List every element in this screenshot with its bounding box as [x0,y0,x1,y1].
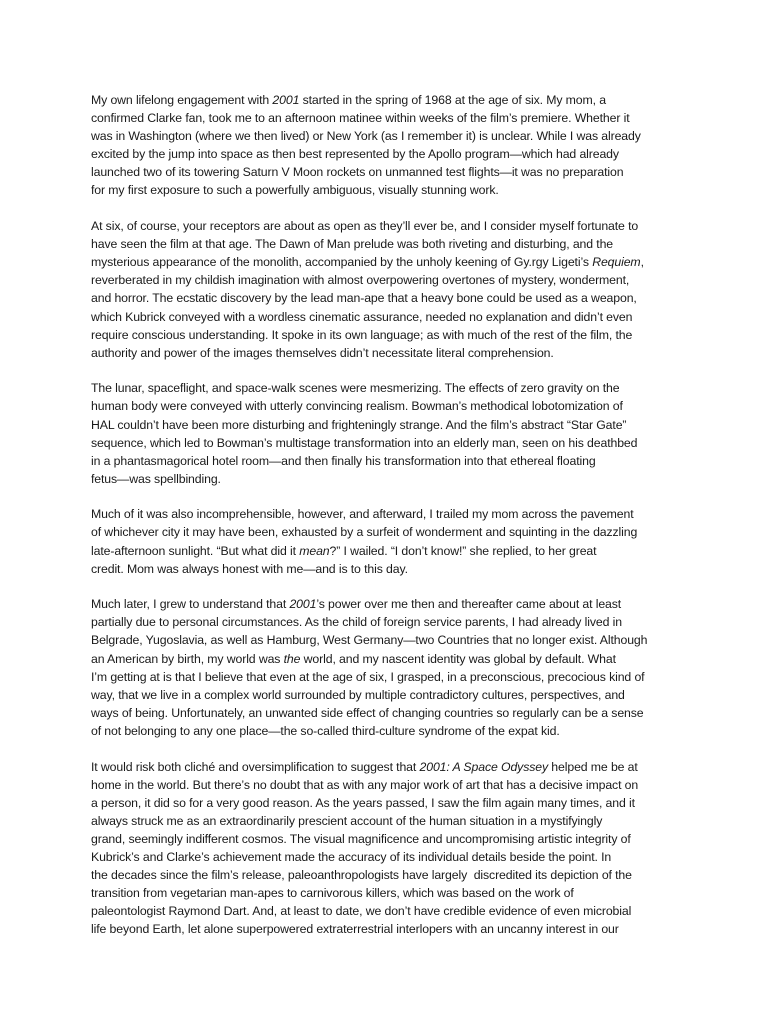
text-line [91,722,691,740]
text-line [91,758,691,776]
body-text: excited by the jump into space as then best represented by the Apollo program—which had already [91,147,619,162]
paragraph [91,595,691,740]
body-text: was in Washington (where we then lived) or New York (as I remember it) is unclear. While I was already [91,129,641,144]
text-line [91,326,691,344]
text-line [91,235,691,253]
body-text: My own lifelong engagement with [91,93,273,107]
body-text: grand, seemingly indifferent cosmos. The visual magnificence and uncompromising artistic integrity of [91,831,631,846]
text-line [91,344,691,362]
body-text: require conscious understanding. It spoke in its own language; as with much of the rest of the film, the [91,327,633,342]
text-line [91,163,691,181]
body-text: in a phantasmagorical hotel room—and then finally his transformation into that ethereal floating [91,453,596,468]
text-line [91,650,691,668]
body-text: The lunar, spaceflight, and space-walk scenes were mesmerizing. The effects of zero gravity on the [91,381,620,396]
text-line [91,181,691,199]
paragraph [91,217,691,362]
text-line [91,91,691,109]
text-line [91,812,691,830]
text-line [91,271,691,289]
paragraph [91,505,691,577]
body-text: HAL couldn’t have been more disturbing and frighteningly strange. And the film’s abstract “Star Gate” [91,417,627,432]
italic-title-text: mean [299,543,330,558]
body-text: authority and power of the images themselves didn’t necessitate literal comprehension. [91,345,554,360]
body-text: Kubrick’s and Clarke’s achievement made the accuracy of its individual details beside the point. In [91,849,612,864]
body-text: confirmed Clarke fan, took me to an afternoon matinee within weeks of the film’s premiere. Whether it [91,111,630,126]
text-line [91,595,691,613]
body-text: transition from vegetarian man-apes to carnivorous killers, which was based on the work of [91,886,574,901]
text-line [91,109,691,127]
body-text: fetus—was spellbinding. [91,471,221,486]
body-text: which Kubrick conveyed with a wordless cinematic assurance, needed no explanation and didn’t even [91,309,633,324]
text-line [91,127,691,145]
body-text: a person, it did so for a very good reason. As the years passed, I saw the film again many times, and it [91,795,635,810]
paragraph [91,379,691,488]
body-text: home in the world. But there’s no doubt that as with any major work of art that has a decisive impact on [91,777,639,792]
text-line [91,884,691,902]
text-line [91,289,691,307]
body-text: sequence, which led to Bowman’s multistage transformation into an elderly man, seen on his deathbed [91,435,638,450]
text-line [91,631,691,649]
text-line [91,902,691,920]
text-line [91,416,691,434]
text-line [91,505,691,523]
body-text: launched two of its towering Saturn V Moon rockets on unmanned test flights—it was no preparation [91,165,624,180]
text-line [91,686,691,704]
italic-title-text: Requiem [592,255,641,270]
body-text: have seen the film at that age. The Dawn of Man prelude was both riveting and disturbing, and the [91,237,614,252]
body-text: ways of being. Unfortunately, an unwanted side effect of changing countries so regularly can be a sense [91,705,644,720]
text-line [91,920,691,938]
text-line [91,704,691,722]
text-line [91,253,691,271]
body-text: of whichever city it may have been, exhausted by a surfeit of wonderment and squinting in the dazzling [91,525,638,540]
body-text: helped me be at [548,759,638,774]
body-text: reverberated in my childish imagination with almost overpowering overtones of mystery, wonderment, [91,273,630,288]
body-text: way, that we live in a complex world surrounded by multiple contradictory cultures, perspectives, and [91,687,625,702]
body-text: I’m getting at is that I believe that even at the age of six, I grasped, in a preconscious, precocious kind of [91,669,645,684]
body-text: the decades since the film’s release, paleoanthropologists have largely discredited its depiction of the [91,868,632,883]
body-text: always struck me as an extraordinarily prescient account of the human situation in a mystifyingly [91,813,603,828]
text-line [91,145,691,163]
body-text: partially due to personal circumstances. As the child of foreign service parents, I had already lived in [91,615,622,630]
text-line [91,434,691,452]
body-text: world, and my nascent identity was global by default. What [300,651,616,666]
body-text: an American by birth, my world was [91,651,284,666]
text-line [91,776,691,794]
text-line [91,217,691,235]
paragraph [91,758,691,939]
text-line [91,668,691,686]
body-text: Belgrade, Yugoslavia, as well as Hamburg, West Germany—two Countries that no longer exist. Although [91,633,648,648]
body-text: human body were conveyed with utterly convincing realism. Bowman’s methodical lobotomization of [91,399,623,414]
body-text: late-afternoon sunlight. “But what did it [91,543,300,558]
text-line [91,308,691,326]
body-text: ?” I wailed. “I don’t know!” she replied, to her great [329,543,597,558]
text-line [91,794,691,812]
text-line [91,560,691,578]
body-text: ’s power over me then and thereafter came about at least [316,597,622,612]
text-line [91,866,691,884]
text-line [91,848,691,866]
text-line [91,542,691,560]
italic-title-text: 2001: A Space Odyssey [419,759,548,774]
body-text: for my first exposure to such a powerfully ambiguous, visually stunning work. [91,183,499,198]
body-text: started in the spring of 1968 at the age of six. My mom, a [299,93,606,107]
body-text: of not belonging to any one place—the so-called third-culture syndrome of the expat kid. [91,723,560,738]
text-line [91,613,691,631]
body-text: mysterious appearance of the monolith, accompanied by the unholy keening of Gy.rgy Ligeti’s [91,255,593,270]
body-text: credit. Mom was always honest with me—and is to this day. [91,561,408,576]
text-line [91,397,691,415]
body-text: Much later, I grew to understand that [91,597,290,612]
text-line [91,470,691,488]
text-line [91,452,691,470]
body-text: life beyond Earth, let alone superpowered extraterrestrial interlopers with an uncanny interest in our [91,922,619,937]
text-line [91,379,691,397]
italic-title-text: 2001 [289,597,317,612]
document-page [91,91,691,956]
italic-title-text: the [283,651,301,666]
text-line [91,523,691,541]
body-text: Much of it was also incomprehensible, however, and afterward, I trailed my mom across the pavement [91,507,634,522]
body-text: , [640,255,644,270]
body-text: paleontologist Raymond Dart. And, at least to date, we don’t have credible evidence of even microbial [91,904,632,919]
paragraph [91,91,691,200]
body-text: It would risk both cliché and oversimplification to suggest that [91,759,420,774]
italic-title-text: 2001 [272,93,300,107]
body-text: and horror. The ecstatic discovery by the lead man-ape that a heavy bone could be used as a weapon, [91,291,637,306]
text-line [91,830,691,848]
body-text: At six, of course, your receptors are about as open as they’ll ever be, and I consider myself fortunate to [91,219,639,234]
